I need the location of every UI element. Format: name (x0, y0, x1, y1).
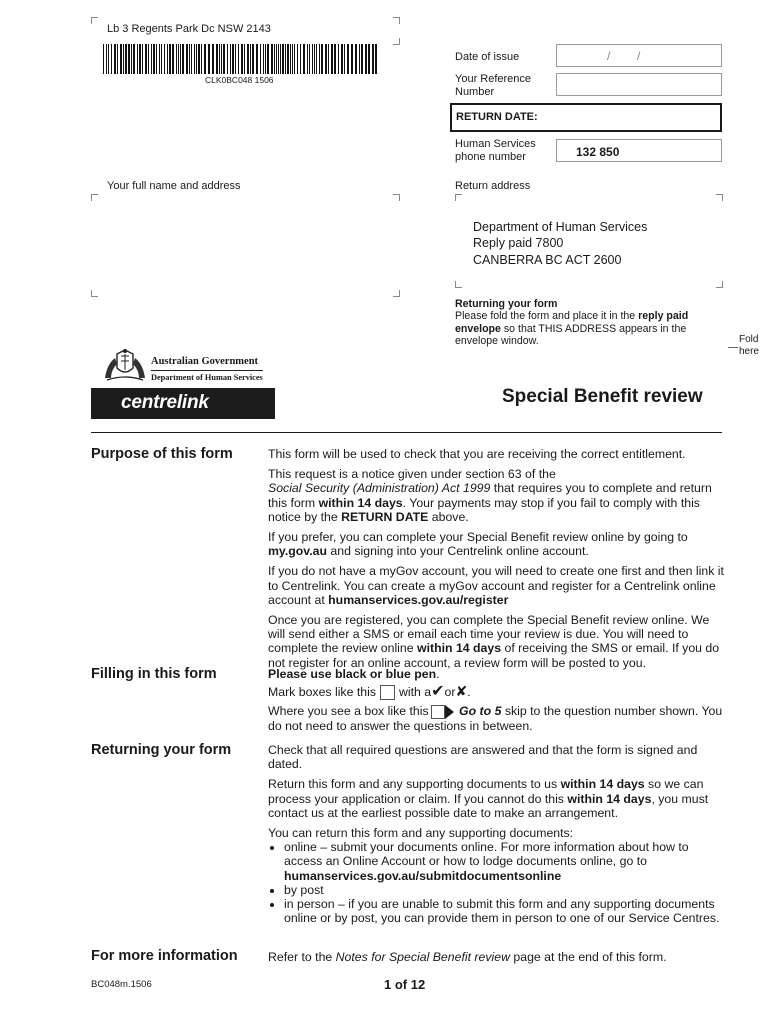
corner-mark (393, 290, 400, 297)
barcode (103, 44, 379, 74)
list-item: • in person – if you are unable to submit this form and any supporting documents online or by post, you can provide them in person to one of our Service Centres. (284, 897, 728, 925)
purpose-p5: Once you are registered, you can complete the Special Benefit review online. We will send either a SMS or email each time your review is due. You will need to complete the review online within 14 days of receiving the SMS or email. If you do not register for an online account, a review form will be posted to you. (268, 613, 720, 670)
return-date-label: RETURN DATE: (456, 111, 538, 123)
centrelink-brand: centrelink (121, 392, 209, 413)
date-separators: / / (607, 49, 641, 63)
returning-p2: Return this form and any supporting documents to us within 14 days so we can process your application or claim. If you cannot do this within 14 days, you must contact us at the earliest possible date to make an arrangement. (268, 777, 709, 820)
gov-name: Australian Government (151, 356, 259, 367)
return-address-line3: CANBERRA BC ACT 2600 (473, 252, 622, 267)
more-info-text: Refer to the Notes for Special Benefit review page at the end of this form. (268, 950, 667, 964)
dept-name: Department of Human Services (151, 373, 263, 382)
date-of-issue-field[interactable] (556, 44, 722, 67)
filling-heading: Filling in this form (91, 666, 217, 682)
purpose-p2: This request is a notice given under section 63 of the Social Security (Administration) Act 1999 that requires you to complete and return this form within 14 days. Your payments may stop if you fail to comply with this notice by the RETURN DATE above. (268, 467, 712, 524)
corner-mark (716, 281, 723, 288)
return-date-box[interactable] (450, 103, 722, 132)
returning-heading: Returning your form (91, 742, 232, 758)
centrelink-logo (91, 388, 275, 419)
corner-mark (91, 17, 98, 24)
list-item: • by post (284, 883, 728, 897)
form-code: BC048m.1506 (91, 979, 152, 990)
purpose-p1: This form will be used to check that you are receiving the correct entitlement. (268, 447, 686, 461)
returning-note-text: Please fold the form and place it in the reply paid envelope so that THIS ADDRESS appears in the envelope window. (455, 310, 689, 347)
returning-p1: Check that all required questions are answered and that the form is signed and dated. (268, 743, 698, 772)
purpose-body (268, 447, 728, 676)
filling-body (268, 667, 728, 739)
filling-goto: Where you see a box like this Go to 5 skip to the question number shown. You do not need to answer the questions in between. (268, 704, 723, 734)
corner-mark (393, 38, 400, 45)
date-of-issue-label: Date of issue (455, 51, 520, 63)
corner-mark (91, 194, 98, 201)
list-item: • online – submit your documents online. For more information about how to access an Online Account or how to lodge documents online, go to humanservices.gov.au/submitdocumentsonline (284, 840, 728, 883)
returning-note (455, 298, 725, 347)
phone-label: Human Services phone number (455, 138, 536, 163)
returning-note-title: Returning your form (455, 298, 558, 310)
returning-list (268, 840, 728, 925)
more-info-body (268, 950, 728, 970)
phone-value: 132 850 (576, 145, 620, 159)
return-address-line2: Reply paid 7800 (473, 236, 564, 251)
corner-mark (91, 290, 98, 297)
tick-icon: ✔ (431, 683, 445, 701)
fold-mark (728, 347, 738, 348)
name-address-label: Your full name and address (107, 180, 241, 192)
reference-field[interactable] (556, 73, 722, 96)
more-info-heading: For more information (91, 948, 238, 964)
fold-label: Fold here (739, 334, 760, 357)
title-rule (91, 432, 722, 433)
corner-mark (716, 194, 723, 201)
purpose-p3: If you prefer, you can complete your Special Benefit review online by going to my.gov.au and signing into your Centrelink online account. (268, 530, 688, 559)
corner-mark (455, 194, 462, 201)
logo-rule (151, 370, 263, 371)
return-address-line1: Department of Human Services (473, 220, 648, 234)
return-address-block (473, 219, 647, 268)
filling-mark: Mark boxes like this with a✔or✘. (268, 683, 471, 701)
goto-arrow-icon (431, 705, 454, 719)
purpose-heading: Purpose of this form (91, 446, 233, 462)
mail-line: Lb 3 Regents Park Dc NSW 2143 (107, 23, 271, 35)
corner-mark (393, 17, 400, 24)
returning-body (268, 743, 728, 925)
corner-mark (393, 194, 400, 201)
cross-icon: ✘ (455, 683, 468, 700)
page-number: 1 of 12 (384, 977, 426, 992)
example-checkbox (380, 685, 395, 700)
corner-mark (455, 281, 462, 288)
return-address-label: Return address (455, 180, 531, 192)
phone-field (556, 139, 722, 162)
purpose-p4: If you do not have a myGov account, you will need to create one first and then link it to Centrelink. You can create a myGov account and register for a Centrelink online account at humanservices.gov.au/register (268, 564, 724, 607)
filling-pen: Please use black or blue pen. (268, 667, 440, 681)
barcode-text: CLK0BC048 1506 (205, 75, 274, 85)
reference-label: Your Reference Number (455, 73, 532, 98)
page-title: Special Benefit review (502, 386, 703, 407)
coat-of-arms-icon (101, 348, 149, 384)
returning-p3: You can return this form and any supporting documents: (268, 826, 574, 841)
